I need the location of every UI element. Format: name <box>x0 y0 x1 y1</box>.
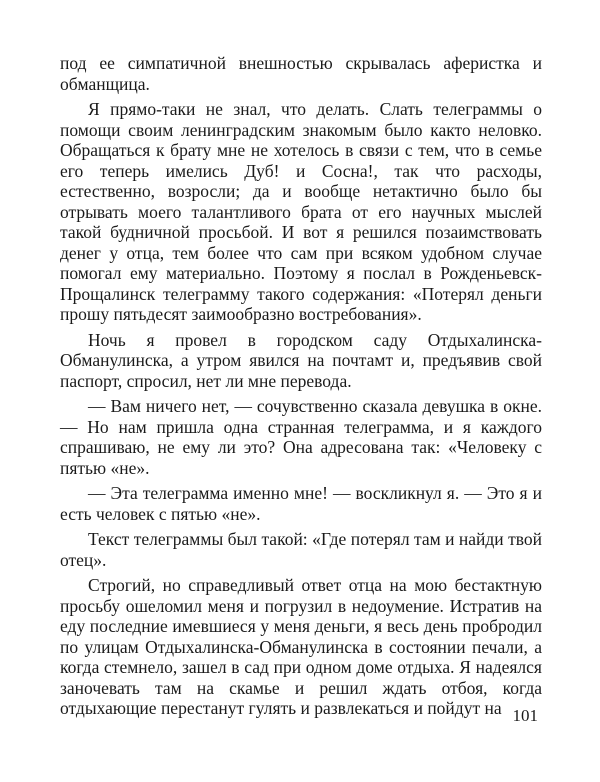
page-number: 101 <box>512 706 538 725</box>
paragraph-dialogue: — Эта телеграмма именно мне! — воскликнул я. — Это я и есть человек с пятью «не». <box>60 483 542 524</box>
paragraph-continuation: под ее симпатичной внешностью скрывалась аферистка и обманщица. <box>60 53 542 94</box>
paragraph: Текст телеграммы был такой: «Где потерял там и найди твой отец». <box>60 529 542 570</box>
paragraph: Строгий, но справедливый ответ отца на мою бестактную просьбу ошеломил меня и погрузил в недоумение. Истратив на еду последние имевшиеся у меня деньги, я весь день пробродил по улицам Отдыхалинска-Обманулинска в состоянии печали, а когда стемнело, зашел в сад при одном доме отдыха. Я надеялся заночевать там на скамье и решил ждать отбоя, когда отдыхающие перестанут гулять и развлекаться и пойдут на <box>60 575 542 718</box>
paragraph: Я прямо-таки не знал, что делать. Слать телеграммы о помощи своим ленинградским знакомым было както неловко. Обращаться к брату мне не хотелось в связи с тем, что в семье его теперь имелись Дуб! и Сосна!, так что расходы, естественно, возросли; да и вообще нетактично было бы отрывать моего талантливого брата от его научных мыслей такой будничной просьбой. И вот я решился позаимствовать денег у отца, тем более что сам при всяком удобном случае помогал ему материально. Поэтому я послал в Рожденьевск-Прощалинск телеграмму такого содержания: «Потерял деньги прошу пятьдесят заимообразно востребования». <box>60 99 542 324</box>
page-text <box>60 53 542 724</box>
paragraph-dialogue: — Вам ничего нет, — сочувственно сказала девушка в окне. — Но нам пришла одна странная телеграмма, и я каждого спрашиваю, не ему ли это? Она адресована так: «Человеку с пятью «не». <box>60 396 542 478</box>
paragraph: Ночь я провел в городском саду Отдыхалинска-Обманулинска, а утром явился на почтамт и, предъявив свой паспорт, спросил, нет ли мне перевода. <box>60 329 542 391</box>
